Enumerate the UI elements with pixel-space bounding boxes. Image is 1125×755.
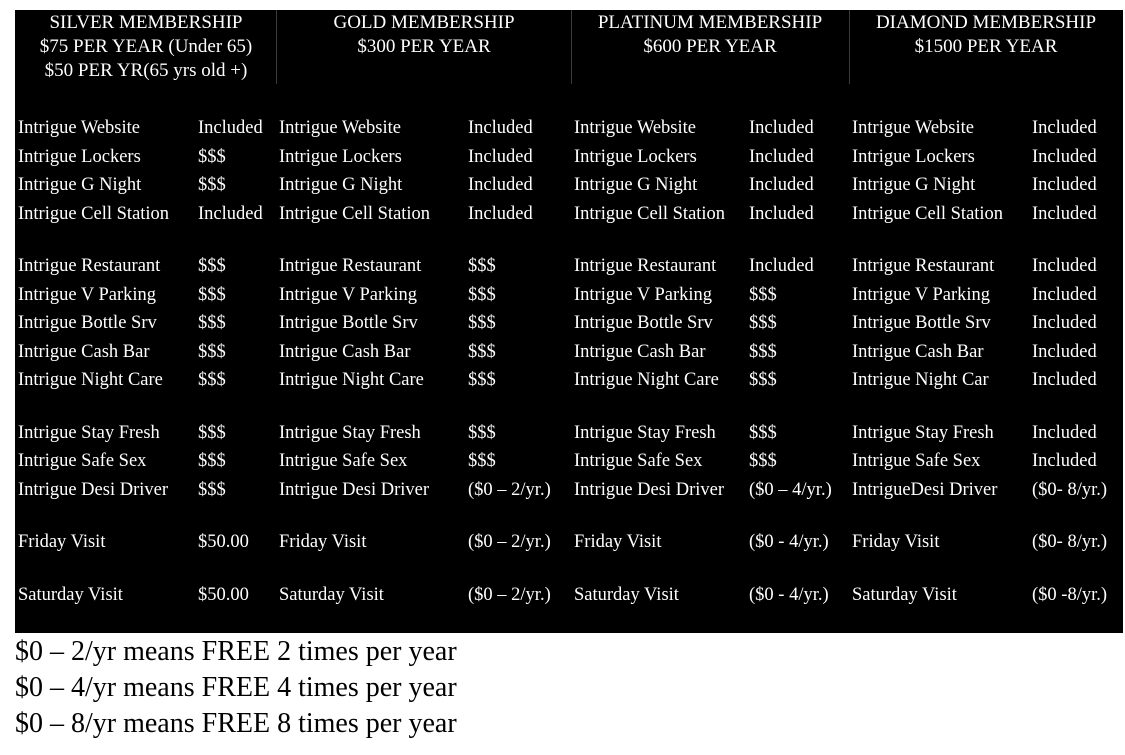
feature-name: Intrigue Bottle Srv [574,313,713,333]
feature-name: Intrigue Stay Fresh [18,423,160,443]
plan-title: SILVER MEMBERSHIP [49,12,243,33]
feature-price: $$$ [198,480,226,500]
footnotes [15,634,715,742]
feature-price: ($0 - 4/yr.) [749,532,829,552]
plan-price: $300 PER YEAR [357,36,491,57]
feature-name: Intrigue Cash Bar [279,342,411,362]
feature-name: Intrigue Stay Fresh [574,423,716,443]
feature-price: $$$ [198,313,226,333]
feature-price: Included [1032,204,1097,224]
feature-price: $$$ [468,256,496,276]
feature-price: $$$ [198,423,226,443]
feature-name: Intrigue Cash Bar [18,342,150,362]
plan-header [571,10,849,85]
feature-name: Intrigue Restaurant [852,256,995,276]
feature-name: Intrigue Desi Driver [574,480,725,500]
feature-name: Intrigue Cell Station [18,204,170,224]
feature-name: Saturday Visit [852,585,957,605]
feature-name: Intrigue Stay Fresh [852,423,994,443]
feature-price: Included [1032,285,1097,305]
feature-name: Intrigue G Night [18,175,142,195]
feature-price: $$$ [198,285,226,305]
feature-price: Included [749,175,814,195]
feature-name: Saturday Visit [279,585,384,605]
feature-price: Included [468,118,533,138]
feature-name: Intrigue Desi Driver [18,480,169,500]
feature-name: Intrigue Restaurant [18,256,161,276]
feature-price: ($0- 8/yr.) [1032,480,1108,500]
plan-price: $75 PER YEAR (Under 65) [39,36,253,57]
plan-title: GOLD MEMBERSHIP [333,12,515,33]
membership-table [15,10,1123,633]
feature-price: $$$ [198,147,226,167]
header-divider [571,10,572,84]
feature-price: $$$ [749,342,777,362]
feature-name: Intrigue Cell Station [574,204,726,224]
feature-name: Intrigue Lockers [852,147,975,167]
header-divider [276,10,277,84]
feature-price: Included [468,147,533,167]
feature-name: Intrigue Cash Bar [852,342,984,362]
plan-header [15,10,277,85]
feature-price: $$$ [198,175,226,195]
feature-name: Intrigue G Night [852,175,976,195]
feature-name: Friday Visit [18,532,106,552]
feature-price: Included [1032,175,1097,195]
feature-name: Intrigue G Night [279,175,403,195]
feature-price: Included [749,118,814,138]
feature-name: Saturday Visit [574,585,679,605]
feature-name: Intrigue Website [279,118,401,138]
feature-name: Intrigue V Parking [574,285,713,305]
feature-name: Intrigue Website [852,118,974,138]
feature-price: ($0 – 4/yr.) [749,480,832,500]
feature-price: ($0 – 2/yr.) [468,532,551,552]
feature-name: Intrigue Safe Sex [279,451,408,471]
feature-price: ($0 – 2/yr.) [468,585,551,605]
plan-header [277,10,571,85]
feature-price: $$$ [468,313,496,333]
feature-price: $$$ [468,342,496,362]
feature-price: Included [198,204,263,224]
feature-name: Intrigue Night Car [852,370,989,390]
feature-name: Intrigue V Parking [852,285,991,305]
feature-price: $$$ [468,285,496,305]
feature-price: $$$ [749,313,777,333]
feature-name: Intrigue V Parking [18,285,157,305]
feature-name: Intrigue Lockers [279,147,402,167]
feature-price: Included [1032,147,1097,167]
feature-name: Intrigue Night Care [279,370,424,390]
feature-name: Intrigue Bottle Srv [279,313,418,333]
feature-name: Intrigue Bottle Srv [18,313,157,333]
feature-price: $$$ [749,423,777,443]
feature-price: Included [749,147,814,167]
feature-price: Included [1032,313,1097,333]
feature-price: $$$ [198,370,226,390]
feature-name: Friday Visit [574,532,662,552]
feature-name: Intrigue Restaurant [574,256,717,276]
feature-price: Included [468,175,533,195]
footnote-line: $0 – 2/yr means FREE 2 times per year [15,636,457,667]
feature-price: $$$ [468,451,496,471]
feature-price: $50.00 [198,532,249,552]
feature-name: Saturday Visit [18,585,123,605]
footnote-line: $0 – 4/yr means FREE 4 times per year [15,672,457,703]
feature-price: Included [1032,118,1097,138]
feature-name: Intrigue Cell Station [852,204,1004,224]
feature-price: Included [1032,423,1097,443]
feature-price: $$$ [749,451,777,471]
feature-price: Included [1032,370,1097,390]
feature-name: Intrigue Desi Driver [279,480,430,500]
feature-price: Included [749,204,814,224]
feature-price: ($0 – 2/yr.) [468,480,551,500]
feature-name: Friday Visit [852,532,940,552]
feature-name: Intrigue Bottle Srv [852,313,991,333]
feature-price: $50.00 [198,585,249,605]
plan-price: $50 PER YR(65 yrs old +) [44,60,248,81]
feature-name: Intrigue Safe Sex [852,451,981,471]
feature-name: Intrigue Lockers [18,147,141,167]
feature-price: Included [1032,342,1097,362]
feature-price: $$$ [749,285,777,305]
feature-price: $$$ [468,423,496,443]
feature-name: Intrigue Cash Bar [574,342,706,362]
feature-name: Intrigue Website [574,118,696,138]
feature-name: Intrigue Safe Sex [18,451,147,471]
feature-name: Intrigue Night Care [574,370,719,390]
plan-price: $600 PER YEAR [643,36,777,57]
feature-price: Included [468,204,533,224]
feature-name: Friday Visit [279,532,367,552]
feature-name: Intrigue Lockers [574,147,697,167]
header-divider [849,10,850,84]
feature-price: ($0- 8/yr.) [1032,532,1108,552]
feature-price: $$$ [749,370,777,390]
footnote-line: $0 – 8/yr means FREE 8 times per year [15,708,457,739]
feature-name: Intrigue Cell Station [279,204,431,224]
feature-price: Included [1032,256,1097,276]
feature-name: Intrigue Website [18,118,140,138]
feature-name: Intrigue Restaurant [279,256,422,276]
plan-header [849,10,1123,85]
feature-price: Included [198,118,263,138]
feature-price: Included [1032,451,1097,471]
feature-price: $$$ [198,256,226,276]
plan-title: PLATINUM MEMBERSHIP [597,12,823,33]
feature-name: IntrigueDesi Driver [852,480,998,500]
feature-name: Intrigue Safe Sex [574,451,703,471]
feature-price: $$$ [198,342,226,362]
feature-price: Included [749,256,814,276]
feature-price: ($0 -8/yr.) [1032,585,1108,605]
feature-price: $$$ [198,451,226,471]
feature-name: Intrigue V Parking [279,285,418,305]
feature-name: Intrigue G Night [574,175,698,195]
plan-price: $1500 PER YEAR [914,36,1058,57]
feature-name: Intrigue Stay Fresh [279,423,421,443]
plan-title: DIAMOND MEMBERSHIP [875,12,1097,33]
feature-price: ($0 - 4/yr.) [749,585,829,605]
feature-name: Intrigue Night Care [18,370,163,390]
feature-price: $$$ [468,370,496,390]
